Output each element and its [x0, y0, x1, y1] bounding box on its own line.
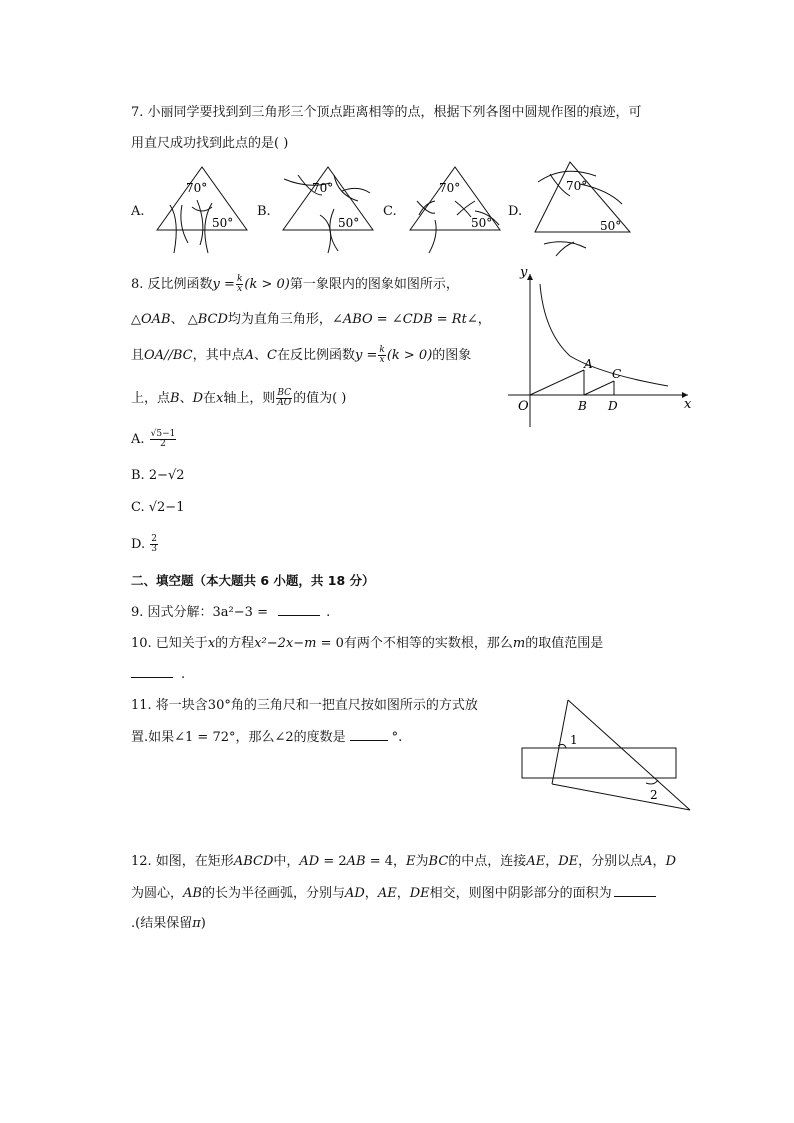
q11-line2: 置.如果∠1 = 72°，那么∠2的度数是 °. [131, 730, 403, 745]
q7-a-base-angle: 50° [212, 216, 234, 230]
svg-text:B: B [578, 399, 587, 413]
q8-line2: △OAB、 △BCD均为直角三角形，∠ABO = ∠CDB = Rt∠， [131, 312, 491, 327]
q8-option-c[interactable]: C. √2−1 [131, 500, 185, 515]
q7-c-base-angle: 50° [471, 216, 493, 230]
q11-figure [518, 698, 698, 816]
q10-line2: . [131, 665, 185, 684]
q11-answer-blank[interactable] [350, 728, 388, 741]
q12-line2: 为圆心，AB的长为半径画弧，分别与AD，AE，DE相交，则图中阴影部分的面积为 [131, 884, 656, 903]
q7-line1: 7. 小丽同学要找到到三角形三个顶点距离相等的点，根据下列各图中圆规作图的痕迹，可 [131, 105, 642, 120]
svg-text:x: x [684, 397, 692, 412]
q8-graph [500, 262, 700, 430]
svg-text:A: A [584, 357, 593, 371]
q7-d-base-angle: 50° [600, 219, 622, 233]
q12-line3: .(结果保留π) [131, 916, 206, 931]
q8-line1: 8. 反比例函数y = $\frac{k}{x}$ (k > 0)第一象限内的图象如图所示， [131, 274, 459, 294]
q9: 9. 因式分解：3a²−3 = . [131, 605, 331, 620]
q9-answer-blank[interactable] [278, 603, 320, 616]
q10-answer-blank[interactable] [131, 665, 173, 678]
q7-b-top-angle: 70° [312, 181, 334, 195]
q12-answer-blank[interactable] [614, 884, 656, 897]
q8-option-b[interactable]: B. 2−√2 [131, 468, 185, 483]
q8-option-a[interactable]: A. $\frac{√5-1}{2}$ [131, 429, 176, 449]
q7-option-b-letter[interactable]: B. [257, 204, 271, 219]
q11-angle2-label: 2 [650, 788, 658, 802]
q11-line1: 11. 将一块含30°角的三角尺和一把直尺按如图所示的方式放 [131, 698, 478, 713]
q11-angle1-label: 1 [570, 733, 578, 747]
q7-figure-b [278, 165, 378, 260]
q7-option-a-letter[interactable]: A. [131, 204, 145, 219]
q7-a-top-angle: 70° [186, 181, 208, 195]
q7-figure-a [152, 165, 252, 260]
q7-figure-d [530, 160, 635, 260]
q12-line1: 12. 如图，在矩形ABCD中，AD = 2AB = 4，E为BC的中点，连接AE，DE，分别以点A，D [131, 854, 676, 869]
q10-line1: 10. 已知关于x的方程x²−2x−m = 0有两个不相等的实数根，那么m的取值范围是 [131, 636, 604, 651]
q8-option-d[interactable]: D. $\frac{2}{3}$ [131, 534, 157, 554]
q8-fraction: $\frac{k}{x}$ [236, 274, 243, 294]
svg-text:C: C [612, 367, 622, 381]
q7-d-top-angle: 70° [566, 179, 588, 193]
svg-text:O: O [518, 399, 529, 414]
section-heading: 二、填空题（本大题共 6 小题，共 18 分） [131, 573, 375, 588]
q7-line2: 用直尺成功找到此点的是( ) [131, 136, 289, 151]
q7-figure-c [405, 165, 505, 260]
q7-option-c-letter[interactable]: C. [383, 204, 397, 219]
q7-b-base-angle: 50° [338, 216, 360, 230]
q8-line3: 且OA//BC，其中点A、C在反比例函数y = $\frac{k}{x}$ (k > 0)的图象 [131, 345, 472, 365]
svg-text:y: y [520, 265, 528, 280]
svg-text:D: D [608, 399, 618, 413]
q8-line4: 上，点B、D在x轴上，则 $\frac{BC}{AO}$ 的值为( ) [131, 388, 347, 408]
q7-c-top-angle: 70° [439, 181, 461, 195]
q7-option-d-letter[interactable]: D. [508, 204, 523, 219]
